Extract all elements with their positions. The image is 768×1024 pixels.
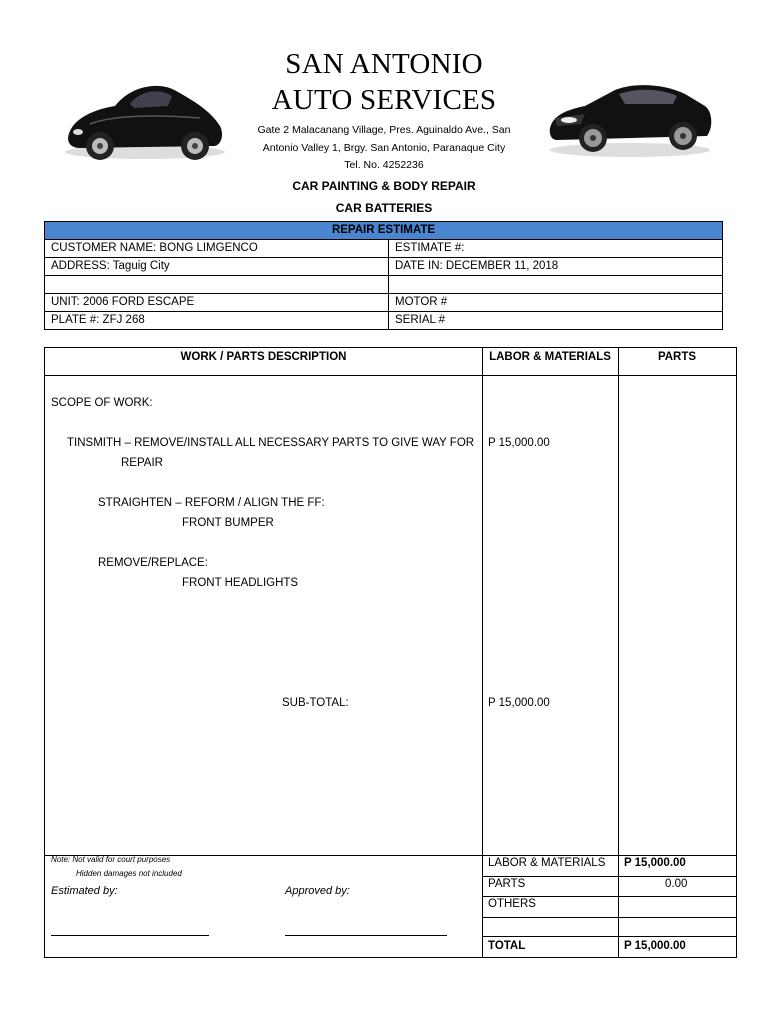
plate-number: PLATE #: ZFJ 268 — [45, 312, 389, 330]
right-car-image — [545, 58, 715, 168]
header-divider — [45, 375, 736, 376]
estimate-info-table — [44, 221, 723, 330]
tinsmith-amount: P 15,000.00 — [488, 437, 550, 449]
company-name-line1: SAN ANTONIO — [285, 48, 483, 80]
summary-label-parts: PARTS — [488, 878, 526, 890]
summary-row-line — [482, 917, 736, 918]
straighten-label: STRAIGHTEN – REFORM / ALIGN THE FF: — [98, 497, 325, 509]
blank-cell — [389, 276, 723, 294]
service-painting: CAR PAINTING & BODY REPAIR — [292, 179, 476, 193]
customer-address: ADDRESS: Taguig City — [45, 258, 389, 276]
column-divider — [618, 348, 619, 957]
blank-cell — [45, 276, 389, 294]
approved-by-signature-line — [285, 935, 447, 936]
estimated-by-label: Estimated by: — [51, 885, 118, 897]
summary-label-labor: LABOR & MATERIALS — [488, 857, 606, 869]
address-line2: Antonio Valley 1, Brgy. San Antonio, Paranaque City — [262, 142, 506, 154]
company-name-line2: AUTO SERVICES — [271, 84, 497, 116]
column-divider — [482, 348, 483, 957]
estimated-by-signature-line — [51, 935, 209, 936]
summary-label-total: TOTAL — [488, 940, 526, 952]
service-batteries: CAR BATTERIES — [335, 201, 433, 215]
col-header-parts: PARTS — [657, 351, 697, 363]
note-hidden-damages: Hidden damages not included — [76, 869, 182, 878]
date-in: DATE IN: DECEMBER 11, 2018 — [389, 258, 723, 276]
tinsmith-line2: REPAIR — [121, 457, 163, 469]
summary-label-others: OTHERS — [488, 898, 536, 910]
vehicle-unit: UNIT: 2006 FORD ESCAPE — [45, 294, 389, 312]
col-header-description: WORK / PARTS DESCRIPTION — [180, 351, 347, 363]
approved-by-label: Approved by: — [285, 885, 350, 897]
address-line1: Gate 2 Malacanang Village, Pres. Aguinaldo Ave., San — [257, 124, 511, 136]
summary-value-labor: P 15,000.00 — [624, 857, 686, 869]
telephone: Tel. No. 4252236 — [344, 159, 424, 171]
repair-estimate-heading: REPAIR ESTIMATE — [45, 222, 723, 240]
remove-replace-label: REMOVE/REPLACE: — [98, 557, 208, 569]
motor-number: MOTOR # — [389, 294, 723, 312]
serial-number: SERIAL # — [389, 312, 723, 330]
summary-value-parts: 0.00 — [665, 878, 688, 890]
remove-replace-item: FRONT HEADLIGHTS — [182, 577, 299, 589]
tinsmith-line1: TINSMITH – REMOVE/INSTALL ALL NECESSARY PARTS TO GIVE WAY FOR — [67, 437, 475, 449]
note-court: Note: Not valid for court purposes — [51, 855, 171, 864]
left-car-image — [60, 66, 230, 176]
scope-of-work-label: SCOPE OF WORK: — [51, 397, 153, 409]
work-parts-table — [44, 347, 737, 958]
customer-name: CUSTOMER NAME: BONG LIMGENCO — [45, 240, 389, 258]
subtotal-label: SUB-TOTAL: — [282, 697, 349, 709]
subtotal-amount: P 15,000.00 — [488, 697, 550, 709]
estimate-number: ESTIMATE #: — [389, 240, 723, 258]
summary-value-total: P 15,000.00 — [624, 940, 686, 952]
straighten-item: FRONT BUMPER — [182, 517, 274, 529]
col-header-labor: LABOR & MATERIALS — [489, 351, 611, 363]
